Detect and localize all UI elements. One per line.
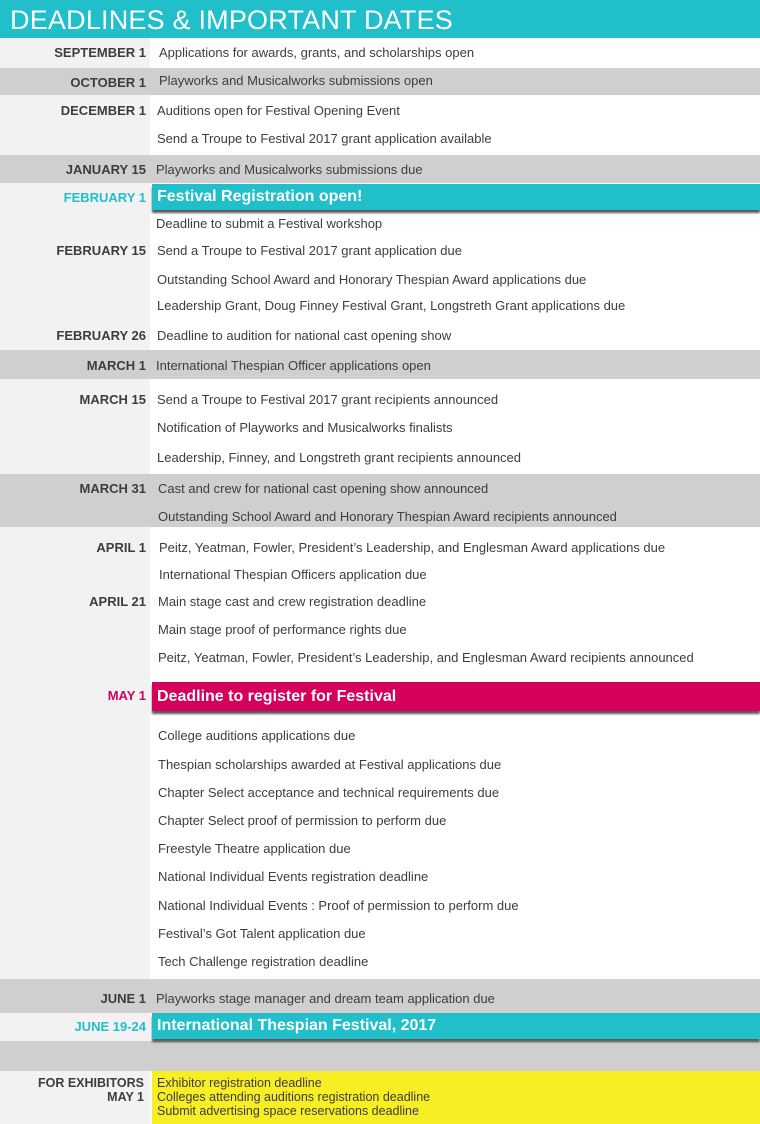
date-february-15: FEBRUARY 15	[56, 243, 146, 258]
date-february-26: FEBRUARY 26	[56, 328, 146, 343]
list-item: Playworks and Musicalworks submissions open	[159, 73, 433, 88]
date-february-1: FEBRUARY 1	[63, 190, 146, 205]
list-item: Auditions open for Festival Opening Event	[157, 103, 400, 118]
highlight-festival-registration-open: Festival Registration open!	[152, 184, 760, 210]
list-item: Colleges attending auditions registration deadline	[157, 1090, 431, 1104]
list-item: Playworks and Musicalworks submissions due	[156, 162, 423, 177]
date-march-15: MARCH 15	[79, 392, 146, 407]
list-item: Notification of Playworks and Musicalworks finalists	[157, 420, 453, 435]
date-april-1: APRIL 1	[96, 540, 146, 555]
exhibitors-box	[152, 1071, 760, 1124]
date-for-exhibitors-may-1: MAY 1	[107, 1090, 144, 1104]
list-item: Main stage proof of performance rights due	[158, 622, 407, 637]
highlight-deadline-to-register: Deadline to register for Festival	[152, 682, 760, 711]
list-item: Cast and crew for national cast opening show announced	[158, 481, 489, 496]
date-march-1: MARCH 1	[86, 358, 146, 373]
date-for-exhibitors	[0, 1076, 144, 1104]
date-for-exhibitors-label: FOR EXHIBITORS	[37, 1076, 144, 1090]
list-item: Thespian scholarships awarded at Festival applications due	[158, 757, 502, 772]
list-item: International Thespian Officers application due	[159, 567, 427, 582]
date-october-1: OCTOBER 1	[70, 75, 146, 90]
list-item: Freestyle Theatre application due	[158, 841, 351, 856]
list-item: College auditions applications due	[158, 728, 356, 743]
highlight-international-thespian-festival: International Thespian Festival, 2017	[152, 1013, 760, 1039]
list-item: Outstanding School Award and Honorary Thespian Award applications due	[157, 272, 587, 287]
list-item: Main stage cast and crew registration deadline	[158, 594, 427, 609]
list-item: Outstanding School Award and Honorary Thespian Award recipients announced	[158, 509, 617, 524]
list-item: National Individual Events registration deadline	[158, 869, 429, 884]
list-item: National Individual Events : Proof of permission to perform due	[158, 898, 519, 913]
list-item: Festival’s Got Talent application due	[158, 926, 366, 941]
list-item: Peitz, Yeatman, Fowler, President’s Leadership, and Englesman Award recipients announced	[158, 650, 694, 665]
list-item: Applications for awards, grants, and scholarships open	[159, 45, 475, 60]
list-item: Submit advertising space reservations deadline	[157, 1104, 419, 1118]
page-title: DEADLINES & IMPORTANT DATES	[0, 0, 760, 38]
list-item: Send a Troupe to Festival 2017 grant application available	[157, 131, 492, 146]
date-may-1: MAY 1	[107, 688, 146, 703]
list-item: Tech Challenge registration deadline	[158, 954, 369, 969]
date-january-15: JANUARY 15	[65, 162, 146, 177]
date-june-1: JUNE 1	[100, 991, 146, 1006]
list-item: Leadership, Finney, and Longstreth grant recipients announced	[157, 450, 522, 465]
list-item: Exhibitor registration deadline	[157, 1076, 322, 1090]
list-item: Playworks stage manager and dream team application due	[156, 991, 495, 1006]
date-march-31: MARCH 31	[79, 481, 146, 496]
list-item: Peitz, Yeatman, Fowler, President’s Leadership, and Englesman Award applications due	[159, 540, 666, 555]
list-item: Deadline to submit a Festival workshop	[156, 216, 383, 231]
list-item: International Thespian Officer applications open	[156, 358, 431, 373]
list-item: Send a Troupe to Festival 2017 grant recipients announced	[157, 392, 499, 407]
list-item: Chapter Select proof of permission to perform due	[158, 813, 447, 828]
list-item: Send a Troupe to Festival 2017 grant application due	[157, 243, 462, 258]
list-item: Deadline to audition for national cast opening show	[157, 328, 452, 343]
list-item: Chapter Select acceptance and technical requirements due	[158, 785, 500, 800]
date-september-1: SEPTEMBER 1	[54, 45, 146, 60]
date-june-19-24: JUNE 19-24	[74, 1019, 146, 1034]
row-band-spacer	[0, 1041, 760, 1071]
list-item: Leadership Grant, Doug Finney Festival Grant, Longstreth Grant applications due	[157, 298, 626, 313]
date-april-21: APRIL 21	[89, 594, 146, 609]
date-december-1: DECEMBER 1	[60, 103, 146, 118]
